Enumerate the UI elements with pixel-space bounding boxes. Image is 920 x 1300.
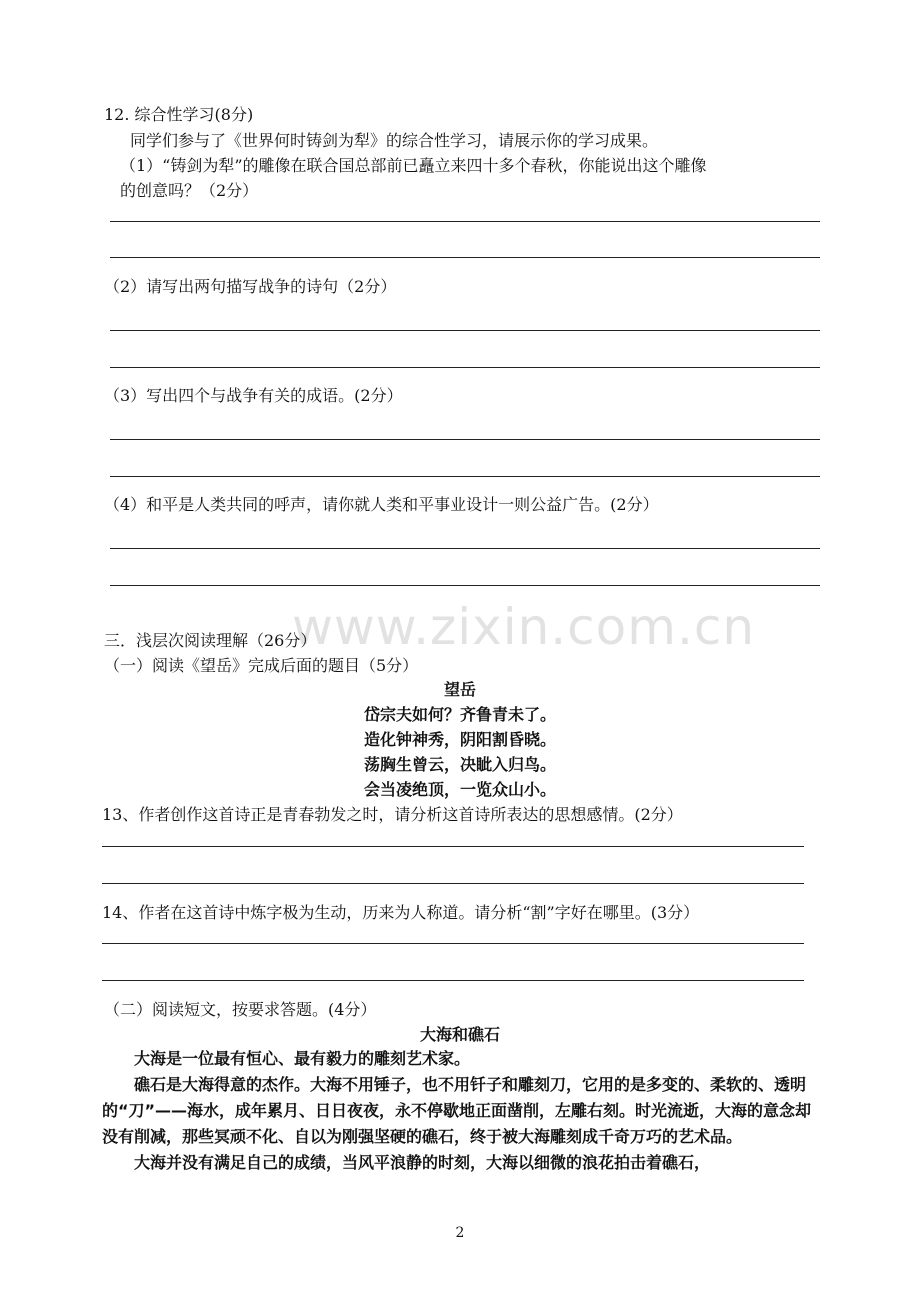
q14: 14、作者在这首诗中炼字极为生动，历来为人称道。请分析“割”字好在哪里。(3分） [102, 903, 700, 922]
q12-sub3: （3）写出四个与战争有关的成语。(2分） [104, 386, 403, 405]
poem-line: 岱宗夫如何？齐鲁青未了。 [363, 705, 556, 724]
answer-line [110, 367, 820, 368]
answer-line [110, 257, 820, 258]
poem-title: 望岳 [443, 680, 476, 699]
poem-line: 荡胸生曾云，决眦入归鸟。 [363, 755, 556, 774]
answer-line [110, 330, 820, 331]
poem-line: 造化钟神秀，阴阳割昏晓。 [363, 730, 556, 749]
q12-sub1-line2: 的创意吗？（2分） [120, 181, 259, 200]
page-number: 2 [455, 1225, 465, 1241]
answer-line [110, 548, 820, 549]
answer-line [110, 476, 820, 477]
section3-title: 三．浅层次阅读理解（26分） [104, 631, 317, 650]
essay-paragraph: 大海是一位最有恒心、最有毅力的雕刻艺术家。 [134, 1049, 471, 1068]
answer-line [102, 943, 804, 944]
watermark: www.zixin.com.cn [292, 598, 756, 656]
q12-title: 12. 综合性学习(8分) [104, 105, 254, 124]
answer-line [102, 846, 804, 847]
q13: 13、作者创作这首诗正是青春勃发之时，请分析这首诗所表达的思想感情。(2分） [102, 805, 683, 824]
answer-line [110, 221, 820, 222]
essay-body [102, 1046, 820, 1176]
essay-paragraph: 大海并没有满足自己的成绩，当风平浪静的时刻，大海以细微的浪花拍击着礁石， [134, 1153, 711, 1172]
q12-intro: 同学们参与了《世界何时铸剑为犁》的综合性学习，请展示你的学习成果。 [130, 131, 659, 150]
answer-line [110, 585, 820, 586]
answer-line [110, 439, 820, 440]
answer-line [102, 883, 804, 884]
part2-title: （二）阅读短文，按要求答题。(4分） [104, 1000, 377, 1019]
essay-title: 大海和礁石 [419, 1025, 500, 1044]
essay-paragraph: 礁石是大海得意的杰作。大海不用锤子，也不用钎子和雕刻刀，它用的是多变的、柔软的、透明的“刀”——海水，成年累月、日日夜夜，永不停歇地正面凿削，左雕右刻。时光流逝，大海的意念却没有削减，那些冥顽不化、自以为刚强坚硬的礁石，终于被大海雕刻成千奇万巧的艺术品。 [102, 1075, 812, 1146]
poem-line: 会当凌绝顶，一览众山小。 [363, 780, 556, 799]
q12-sub2: （2）请写出两句描写战争的诗句（2分） [104, 277, 397, 296]
answer-line [102, 980, 804, 981]
part1-title: （一）阅读《望岳》完成后面的题目（5分） [104, 656, 419, 675]
q12-sub4: （4）和平是人类共同的呼声，请你就人类和平事业设计一则公益广告。(2分） [104, 495, 659, 514]
q12-sub1-line1: （1）“铸剑为犁”的雕像在联合国总部前已矗立来四十多个春秋，你能说出这个雕像 [120, 156, 707, 175]
